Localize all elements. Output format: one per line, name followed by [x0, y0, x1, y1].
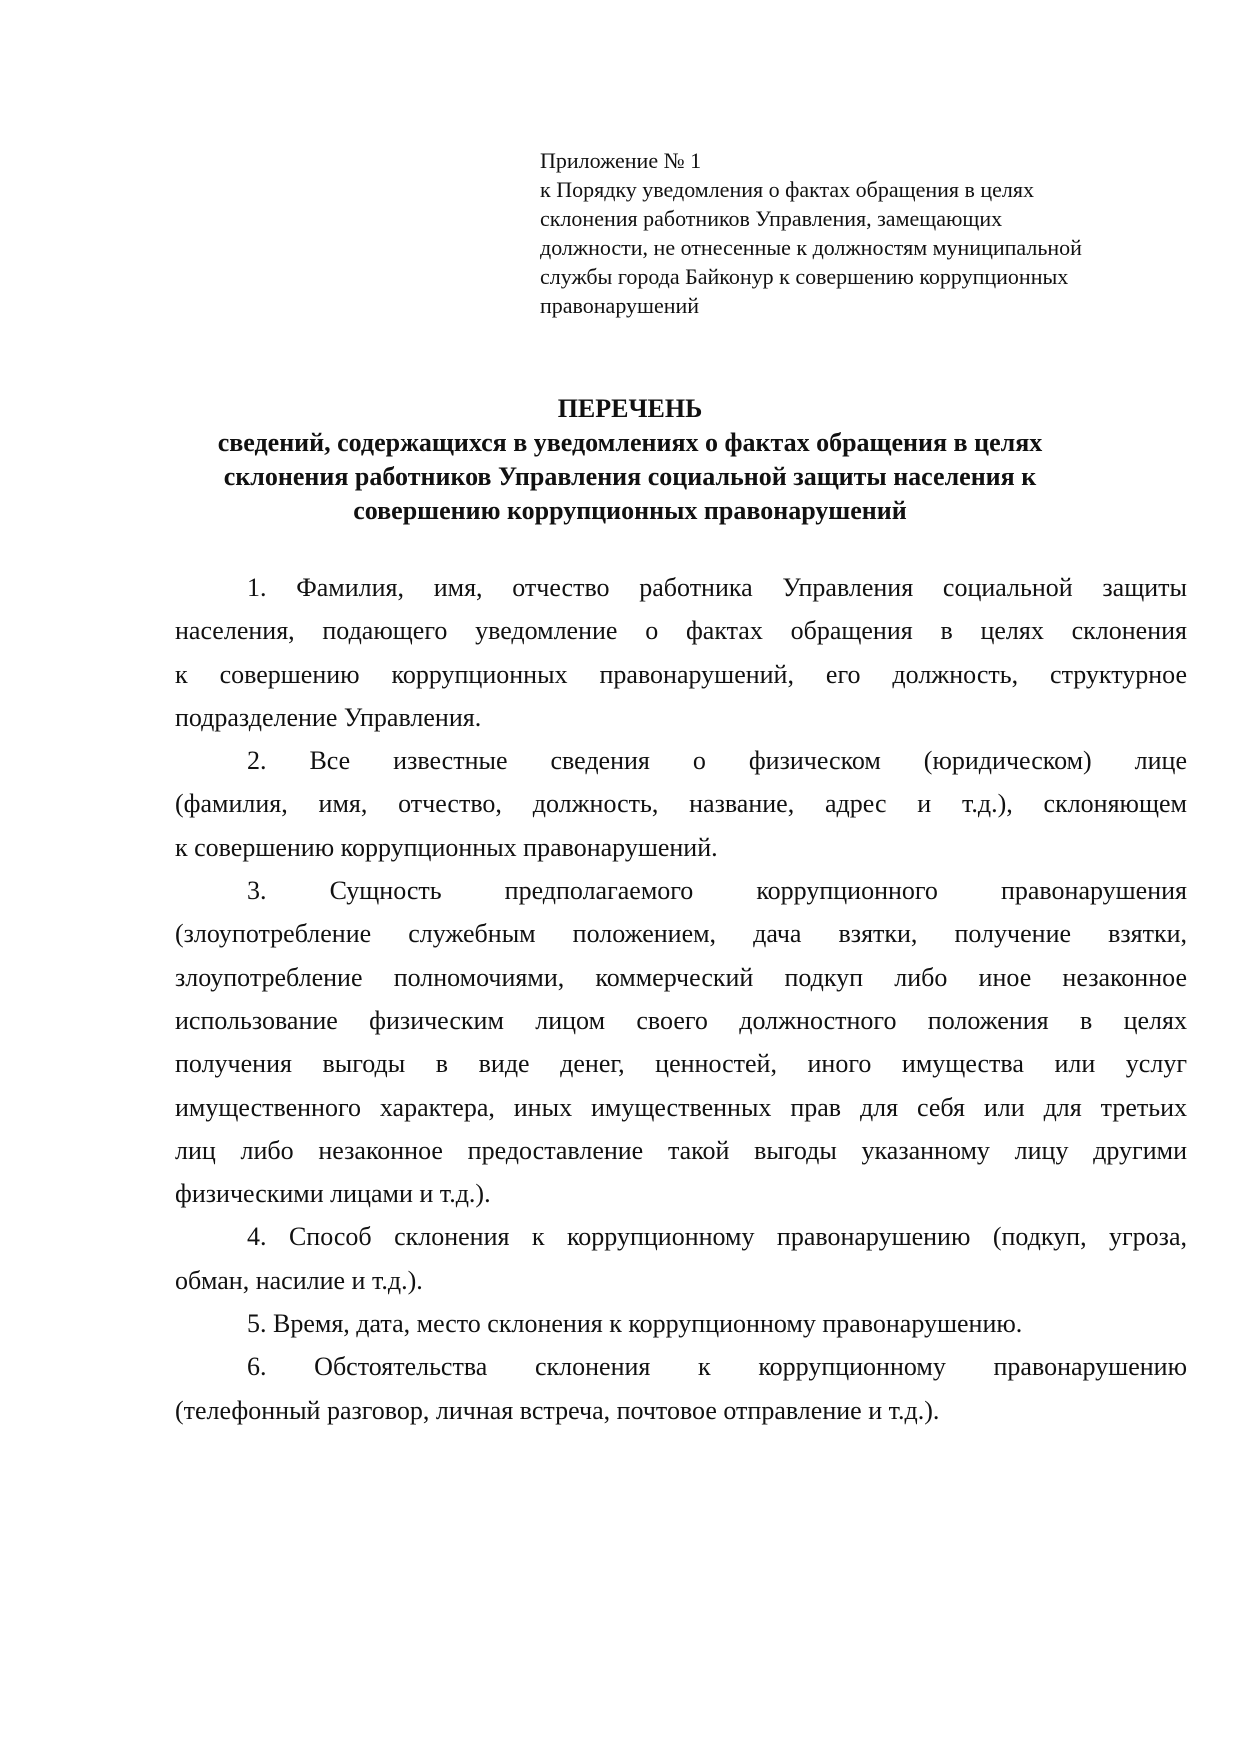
- paragraph-line: злоупотребление полномочиями, коммерческий подкуп либо иное незаконное: [175, 962, 1187, 992]
- title-subheading-line: совершению коррупционных правонарушений: [353, 496, 907, 525]
- paragraph-line: получения выгоды в виде денег, ценностей, иного имущества или услуг: [175, 1049, 1187, 1079]
- appendix-line: службы города Байконур к совершению коррупционных: [540, 264, 1069, 289]
- paragraph-line: 4. Способ склонения к коррупционному правонарушению (подкуп, угроза,: [247, 1222, 1187, 1252]
- appendix-line: правонарушений: [540, 293, 700, 318]
- list-item-6: [175, 1345, 1187, 1432]
- list-item-2: [175, 739, 1187, 869]
- appendix-line: Приложение № 1: [540, 148, 702, 173]
- document-title: [130, 392, 1130, 528]
- list-item-3: [175, 869, 1187, 1215]
- title-subheading-line: сведений, содержащихся в уведомлениях о фактах обращения в целях: [217, 428, 1043, 457]
- paragraph-line: к совершению коррупционных правонарушений, его должность, структурное: [175, 659, 1187, 689]
- paragraph-line: 2. Все известные сведения о физическом (юридическом) лице: [247, 746, 1187, 776]
- paragraph-line: (фамилия, имя, отчество, должность, название, адрес и т.д.), склоняющем: [175, 789, 1187, 819]
- list-item-4: [175, 1215, 1187, 1302]
- paragraph-line: имущественного характера, иных имущественных прав для себя или для третьих: [175, 1092, 1187, 1122]
- appendix-line: должности, не отнесенные к должностям муниципальной: [540, 235, 1082, 260]
- document-body: [175, 566, 1187, 1432]
- title-heading: ПЕРЕЧЕНЬ: [557, 394, 703, 423]
- paragraph-line: использование физическим лицом своего должностного положения в целях: [175, 1005, 1187, 1035]
- appendix-line: склонения работников Управления, замещающих: [540, 206, 1003, 231]
- paragraph-line: 5. Время, дата, место склонения к коррупционному правонарушению.: [247, 1309, 1023, 1339]
- paragraph-line: лиц либо незаконное предоставление такой выгоды указанному лицу другими: [175, 1135, 1187, 1165]
- paragraph-line: 6. Обстоятельства склонения к коррупционному правонарушению: [247, 1352, 1187, 1382]
- title-subheading-line: склонения работников Управления социальной защиты населения к: [223, 462, 1037, 491]
- appendix-line: к Порядку уведомления о фактах обращения в целях: [540, 177, 1035, 202]
- paragraph-line: (злоупотребление служебным положением, дача взятки, получение взятки,: [175, 919, 1187, 949]
- paragraph-line: к совершению коррупционных правонарушений.: [175, 832, 718, 862]
- paragraph-line: (телефонный разговор, личная встреча, почтовое отправление и т.д.).: [175, 1395, 940, 1425]
- paragraph-line: 3. Сущность предполагаемого коррупционного правонарушения: [247, 876, 1187, 906]
- paragraph-line: населения, подающего уведомление о фактах обращения в целях склонения: [175, 616, 1187, 646]
- appendix-note: [540, 146, 1180, 320]
- list-item-1: [175, 566, 1187, 739]
- paragraph-line: 1. Фамилия, имя, отчество работника Управления социальной защиты: [247, 573, 1187, 602]
- paragraph-line: подразделение Управления.: [175, 702, 482, 732]
- list-item-5: [175, 1302, 1187, 1345]
- paragraph-line: физическими лицами и т.д.).: [175, 1179, 491, 1209]
- paragraph-line: обман, насилие и т.д.).: [175, 1265, 423, 1295]
